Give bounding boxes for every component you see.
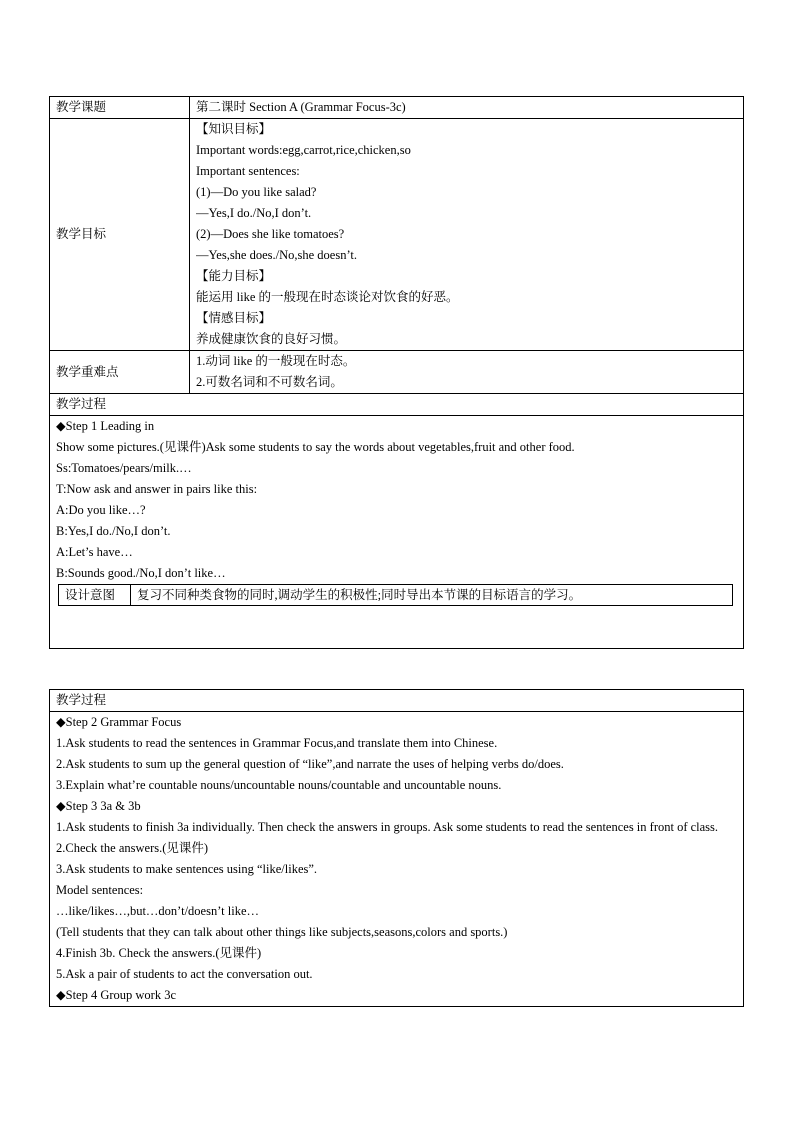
objective-line: 能运用 like 的一般现在时态谈论对饮食的好恶。 — [196, 290, 459, 304]
process-line: ◆Step 2 Grammar Focus — [56, 715, 182, 729]
key-points-content — [190, 351, 744, 394]
process-line: …like/likes…,but…don’t/doesn’t like… — [56, 904, 259, 918]
process-line: 4.Finish 3b. Check the answers.(见课件) — [56, 946, 262, 960]
design-intent-table — [58, 584, 733, 606]
process-line: Ss:Tomatoes/pears/milk.… — [56, 461, 192, 475]
objective-line: (1)—Do you like salad? — [196, 185, 317, 199]
process-line: 1.Ask students to finish 3a individually. Then check the answers in groups. Ask some students to read the sentences in front of class. — [56, 820, 719, 834]
objective-line: 【能力目标】 — [196, 269, 272, 283]
process-line: 3.Ask students to make sentences using “like/likes”. — [56, 862, 318, 876]
key-points-row — [50, 351, 744, 394]
process-content-row-2 — [50, 712, 744, 1007]
process-content — [50, 416, 744, 649]
process-line: (Tell students that they can talk about other things like subjects,seasons,colors and sports.) — [56, 925, 508, 939]
process-line: 1.Ask students to read the sentences in Grammar Focus,and translate them into Chinese. — [56, 736, 498, 750]
objective-line: Important sentences: — [196, 164, 300, 178]
process-line: ◆Step 4 Group work 3c — [56, 988, 177, 1002]
design-intent-text: 复习不同种类食物的同时,调动学生的积极性;同时导出本节课的目标语言的学习。 — [131, 585, 733, 606]
lesson-topic-row — [50, 97, 744, 119]
process-line: B:Sounds good./No,I don’t like… — [56, 566, 226, 580]
objective-line: 【知识目标】 — [196, 122, 272, 136]
design-intent-label: 设计意图 — [59, 585, 131, 606]
objective-line: Important words:egg,carrot,rice,chicken,so — [196, 143, 411, 157]
process-line: A:Let’s have… — [56, 545, 133, 559]
objective-line: (2)—Does she like tomatoes? — [196, 227, 345, 241]
process-line: 5.Ask a pair of students to act the conversation out. — [56, 967, 313, 981]
process-line: Model sentences: — [56, 883, 144, 897]
process-line: T:Now ask and answer in pairs like this: — [56, 482, 258, 496]
key-point-line: 2.可数名词和不可数名词。 — [196, 375, 343, 389]
process-line: A:Do you like…? — [56, 503, 146, 517]
lesson-plan-table-2 — [49, 689, 744, 1007]
process-content-2 — [50, 712, 744, 1007]
objective-line: —Yes,I do./No,I don’t. — [196, 206, 312, 220]
key-point-line: 1.动词 like 的一般现在时态。 — [196, 354, 356, 368]
process-content-row — [50, 416, 744, 649]
process-header-row — [50, 394, 744, 416]
lesson-topic-label: 教学课题 — [50, 97, 190, 119]
process-header-2: 教学过程 — [50, 690, 744, 712]
objective-line: 养成健康饮食的良好习惯。 — [196, 332, 347, 346]
process-line: B:Yes,I do./No,I don’t. — [56, 524, 171, 538]
objective-line: —Yes,she does./No,she doesn’t. — [196, 248, 357, 262]
process-line: ◆Step 1 Leading in — [56, 419, 155, 433]
objectives-content — [190, 119, 744, 351]
process-line: 2.Ask students to sum up the general question of “like”,and narrate the uses of helping verbs do/does. — [56, 757, 564, 771]
key-points-label: 教学重难点 — [50, 351, 190, 394]
lesson-topic-value: 第二课时 Section A (Grammar Focus-3c) — [190, 97, 744, 119]
process-line: 2.Check the answers.(见课件) — [56, 841, 209, 855]
process-line: 3.Explain what’re countable nouns/uncountable nouns/countable and uncountable nouns. — [56, 778, 502, 792]
process-line: ◆Step 3 3a & 3b — [56, 799, 141, 813]
objective-line: 【情感目标】 — [196, 311, 272, 325]
process-header: 教学过程 — [50, 394, 744, 416]
objectives-label: 教学目标 — [50, 119, 190, 351]
objectives-row — [50, 119, 744, 351]
blank-space — [56, 606, 737, 648]
lesson-plan-table-1 — [49, 96, 744, 649]
process-header-row-2 — [50, 690, 744, 712]
process-line: Show some pictures.(见课件)Ask some students to say the words about vegetables,fruit and other food. — [56, 440, 575, 454]
